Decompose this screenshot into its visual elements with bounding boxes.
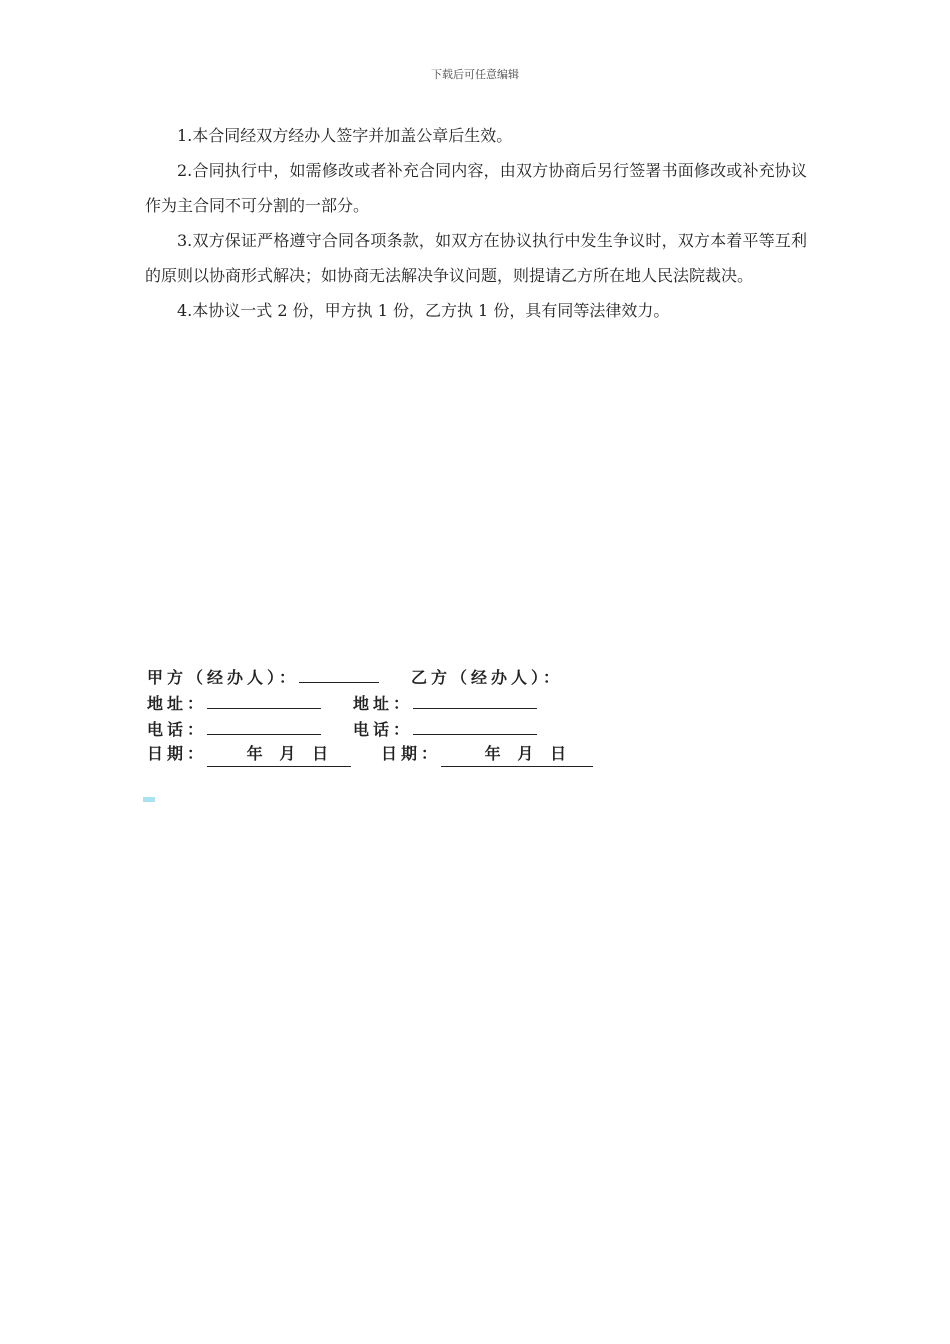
party-b-address-label: 地址： [353, 694, 414, 713]
signature-row-parties [147, 664, 593, 690]
selection-marker [143, 797, 155, 802]
party-a-signature-line [299, 664, 379, 683]
party-a-label: 甲方（经办人）： [147, 668, 300, 687]
page-header: 下载后可任意编辑 [431, 68, 519, 81]
term-4: 4.本协议一式 2 份，甲方执 1 份，乙方执 1 份，具有同等法律效力。 [177, 301, 670, 320]
party-a-date-label: 日期： [147, 744, 208, 763]
party-a-phone-line [207, 716, 321, 735]
party-a-date-line: 年 月 日 [207, 742, 351, 767]
party-b-phone-label: 电话： [353, 720, 414, 739]
party-a-phone-label: 电话： [147, 720, 208, 739]
term-1: 1.本合同经双方经办人签字并加盖公章后生效。 [177, 126, 513, 145]
party-b-date-label: 日期： [381, 744, 442, 763]
signature-row-date [147, 742, 593, 767]
party-b-address-line [413, 690, 537, 709]
signature-row-address [147, 690, 593, 716]
term-2: 2.合同执行中，如需修改或者补充合同内容，由双方协商后另行签署书面修改或补充协议作为主合同不可分割的一部分。 [145, 161, 807, 215]
signature-row-phone [147, 716, 593, 742]
party-a-address-label: 地址： [147, 694, 208, 713]
party-b-phone-line [413, 716, 537, 735]
party-b-date-line: 年 月 日 [441, 742, 593, 767]
party-a-address-line [207, 690, 321, 709]
party-b-label: 乙方（经办人）： [411, 668, 564, 687]
contract-terms [145, 118, 807, 328]
term-3: 3.双方保证严格遵守合同各项条款，如双方在协议执行中发生争议时，双方本着平等互利的原则以协商形式解决；如协商无法解决争议问题，则提请乙方所在地人民法院裁决。 [145, 231, 807, 285]
signature-block [147, 664, 593, 767]
